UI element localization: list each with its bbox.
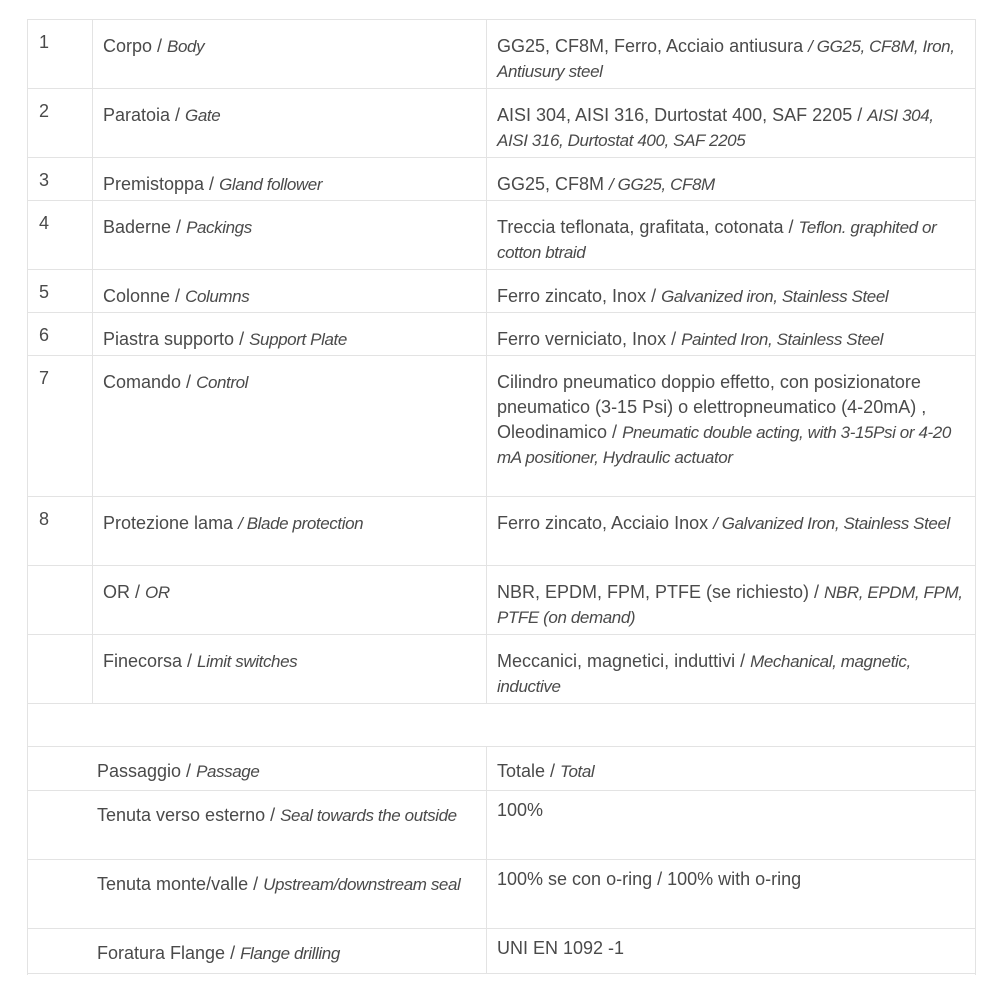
specification-table <box>27 19 976 974</box>
component-name: Corpo / Body <box>103 36 205 56</box>
row-number: 7 <box>39 368 50 388</box>
component-material: Ferro zincato, Inox / Galvanized iron, Stainless Steel <box>497 286 889 306</box>
row-number: 8 <box>39 509 50 529</box>
component-name: Baderne / Packings <box>103 217 252 237</box>
property-value: 100% <box>497 800 544 820</box>
row-number: 5 <box>39 282 50 302</box>
component-name: Finecorsa / Limit switches <box>103 651 298 671</box>
spacer-row <box>27 703 976 746</box>
table-row <box>27 88 976 157</box>
table-row <box>27 312 976 355</box>
component-material: Meccanici, magnetici, induttivi / Mechanical, magnetic, inductive <box>497 651 911 696</box>
property-row <box>27 859 976 928</box>
component-name: Premistoppa / Gland follower <box>103 174 323 194</box>
row-number: 6 <box>39 325 50 345</box>
component-material: GG25, CF8M, Ferro, Acciaio antiusura / GG25, CF8M, Iron, Antiusury steel <box>497 36 955 81</box>
table-row <box>27 355 976 496</box>
component-material: Cilindro pneumatico doppio effetto, con posizionatore pneumatico (3-15 Psi) o elettropneumatico (4-20mA) , Oleodinamico / Pneumatic double acting, with 3-15Psi or 4-20 mA positioner, Hydraulic actuator <box>497 372 951 467</box>
table-row <box>27 565 976 634</box>
component-material: AISI 304, AISI 316, Durtostat 400, SAF 2205 / AISI 304, AISI 316, Durtostat 400, SAF 2205 <box>497 105 934 150</box>
property-row <box>27 928 976 974</box>
component-name: Paratoia / Gate <box>103 105 221 125</box>
table-row <box>27 496 976 565</box>
table-row <box>27 269 976 312</box>
component-material: Ferro verniciato, Inox / Painted Iron, Stainless Steel <box>497 329 884 349</box>
property-name: Tenuta monte/valle / Upstream/downstream seal <box>97 874 461 894</box>
property-name: Passaggio / Passage <box>97 761 260 781</box>
row-number: 3 <box>39 170 50 190</box>
component-name: Protezione lama / Blade protection <box>103 513 364 533</box>
property-name: Tenuta verso esterno / Seal towards the outside <box>97 805 457 825</box>
component-material: GG25, CF8M / GG25, CF8M <box>497 174 715 194</box>
component-material: Treccia teflonata, grafitata, cotonata / Teflon. graphited or cotton btraid <box>497 217 937 262</box>
component-name: Comando / Control <box>103 372 249 392</box>
table-row <box>27 200 976 269</box>
property-value: 100% se con o-ring / 100% with o-ring <box>497 869 802 889</box>
component-material: NBR, EPDM, FPM, PTFE (se richiesto) / NBR, EPDM, FPM, PTFE (on demand) <box>497 582 963 627</box>
component-name: Piastra supporto / Support Plate <box>103 329 347 349</box>
component-material: Ferro zincato, Acciaio Inox / Galvanized Iron, Stainless Steel <box>497 513 950 533</box>
table-row <box>27 157 976 200</box>
property-name: Foratura Flange / Flange drilling <box>97 943 340 963</box>
row-number: 1 <box>39 32 50 52</box>
property-value: UNI EN 1092 -1 <box>497 938 625 958</box>
component-name: OR / OR <box>103 582 170 602</box>
table-row <box>27 634 976 703</box>
table-row <box>27 19 976 88</box>
property-value: Totale / Total <box>497 761 595 781</box>
property-row <box>27 790 976 859</box>
component-name: Colonne / Columns <box>103 286 250 306</box>
row-number: 2 <box>39 101 50 121</box>
row-number: 4 <box>39 213 50 233</box>
property-row <box>27 746 976 790</box>
